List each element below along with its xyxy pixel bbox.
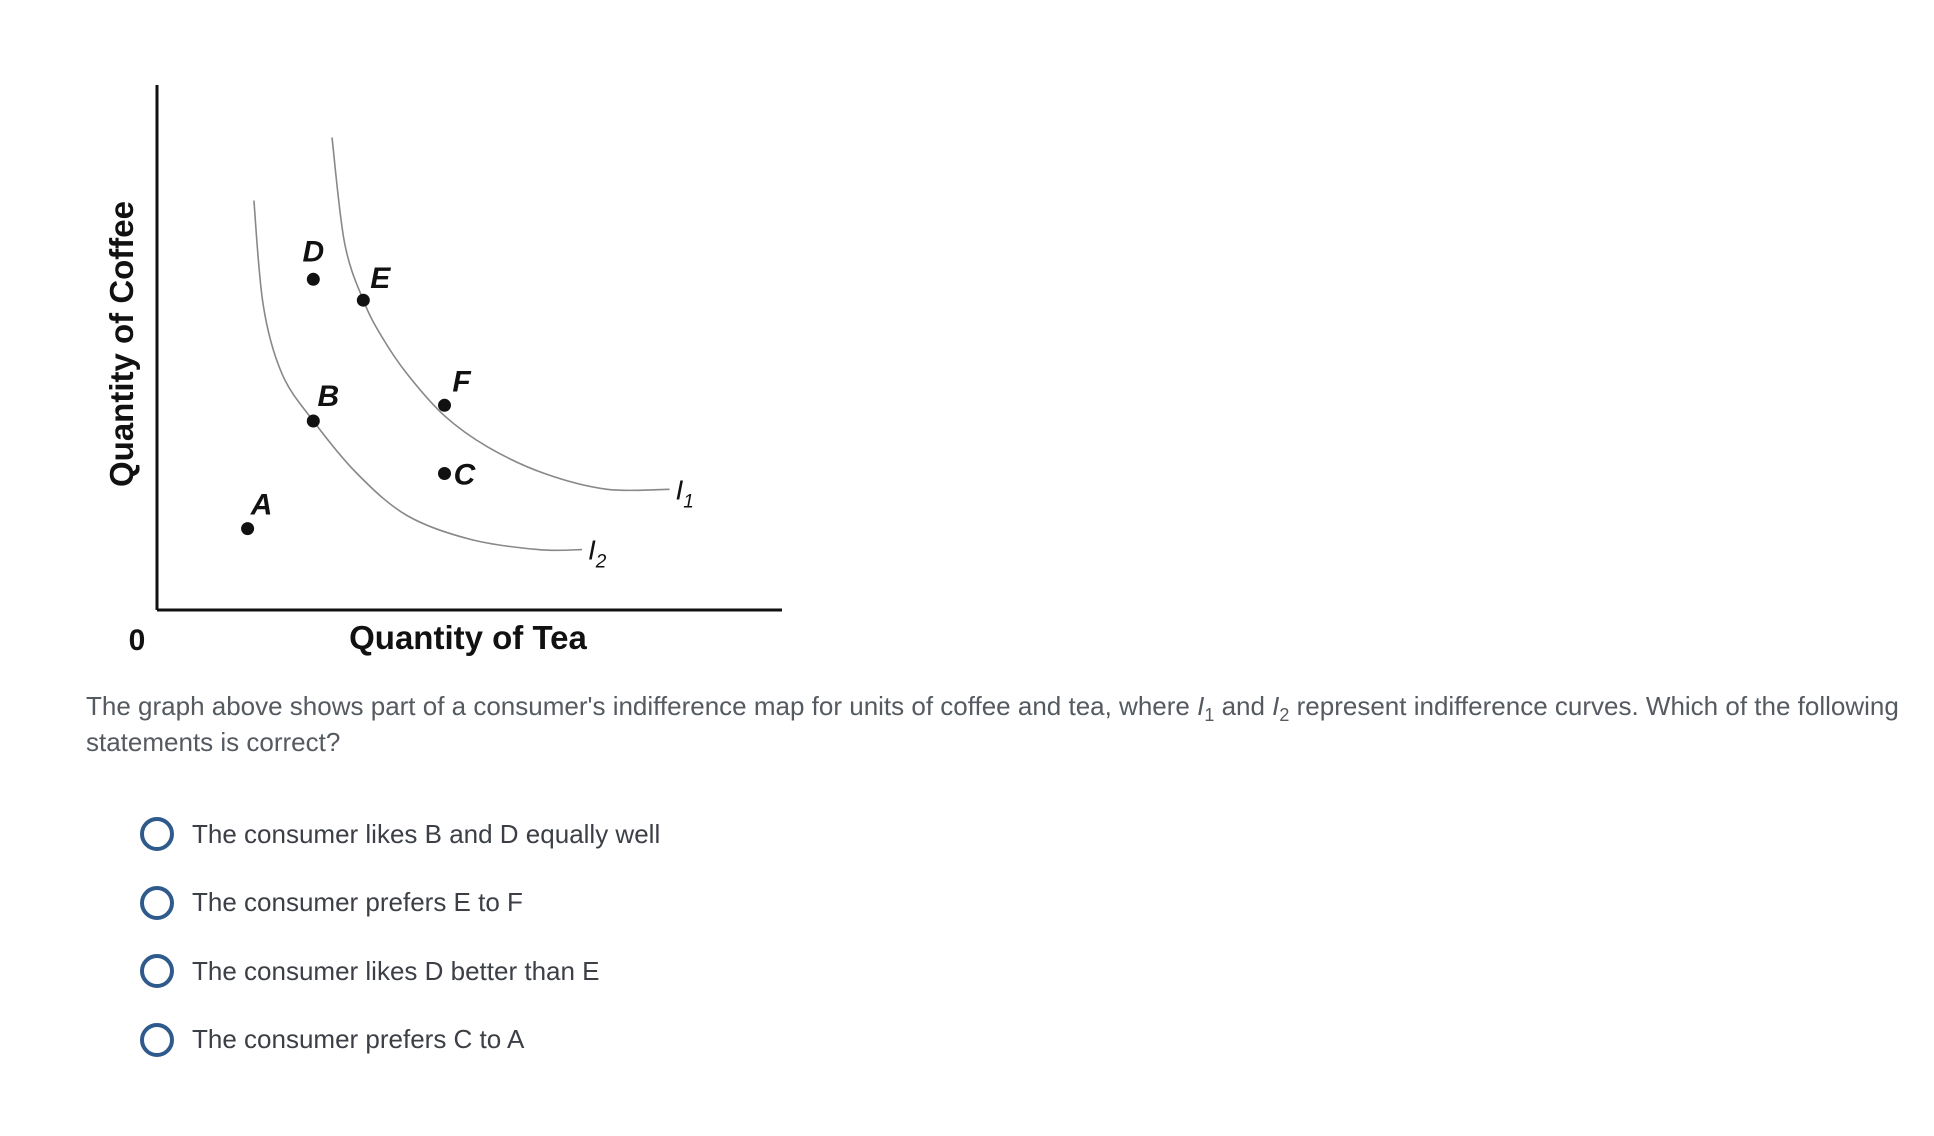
curve-label-i2 <box>588 535 607 573</box>
y-axis-title: Quantity of Coffee <box>103 201 140 487</box>
question-text-after: represent indifference curves. Which of the following statements is correct? <box>86 691 1899 757</box>
answer-option-4[interactable] <box>140 1006 660 1075</box>
point-label-c: C <box>453 458 476 492</box>
curve-label-main: I <box>675 474 684 506</box>
answer-option-2[interactable] <box>140 869 660 938</box>
chart-svg <box>0 0 820 680</box>
curve-symbol-i1: I <box>1197 691 1205 721</box>
radio-button-icon[interactable] <box>140 886 174 920</box>
point-label-e: E <box>370 262 391 296</box>
x-axis-title: Quantity of Tea <box>349 619 587 656</box>
curve-symbol-i2: I <box>1272 691 1280 721</box>
radio-button-icon[interactable] <box>140 1023 174 1057</box>
point-b <box>307 415 320 428</box>
point-label-f: F <box>452 365 471 399</box>
point-label-d: D <box>302 235 325 269</box>
curve-symbol-i2-sub: 2 <box>1279 705 1290 726</box>
points-layer <box>241 235 477 535</box>
curve-label-i1 <box>676 474 694 512</box>
question-text-and: and <box>1214 691 1273 721</box>
point-c <box>438 467 451 480</box>
curves-layer <box>254 138 694 573</box>
answer-option-label: The consumer prefers C to A <box>192 1024 525 1055</box>
question-text-before: The graph above shows part of a consumer's indifference map for units of coffee and tea, where <box>86 691 1198 721</box>
point-a <box>241 522 254 535</box>
origin-label: 0 <box>128 624 146 657</box>
indifference-chart <box>0 0 820 680</box>
radio-button-icon[interactable] <box>140 817 174 851</box>
answer-option-label: The consumer likes B and D equally well <box>192 818 661 849</box>
answer-option-label: The consumer likes D better than E <box>192 955 600 986</box>
point-d <box>307 273 320 286</box>
answer-option-1[interactable] <box>140 800 660 869</box>
question-text <box>86 688 1916 760</box>
answer-option-3[interactable] <box>140 937 660 1006</box>
curve-symbol-i1-sub: 1 <box>1204 705 1215 726</box>
radio-button-icon[interactable] <box>140 954 174 988</box>
curve-label-sub: 1 <box>683 491 694 513</box>
curve-label-sub: 2 <box>595 551 607 573</box>
point-e <box>357 294 370 307</box>
curve-label-main: I <box>588 534 596 566</box>
answer-option-label: The consumer prefers E to F <box>192 887 523 918</box>
answer-options <box>140 800 660 1074</box>
point-label-a: A <box>250 488 273 522</box>
indifference-curve-i1 <box>332 138 670 491</box>
point-f <box>438 399 451 412</box>
point-label-b: B <box>317 380 340 413</box>
